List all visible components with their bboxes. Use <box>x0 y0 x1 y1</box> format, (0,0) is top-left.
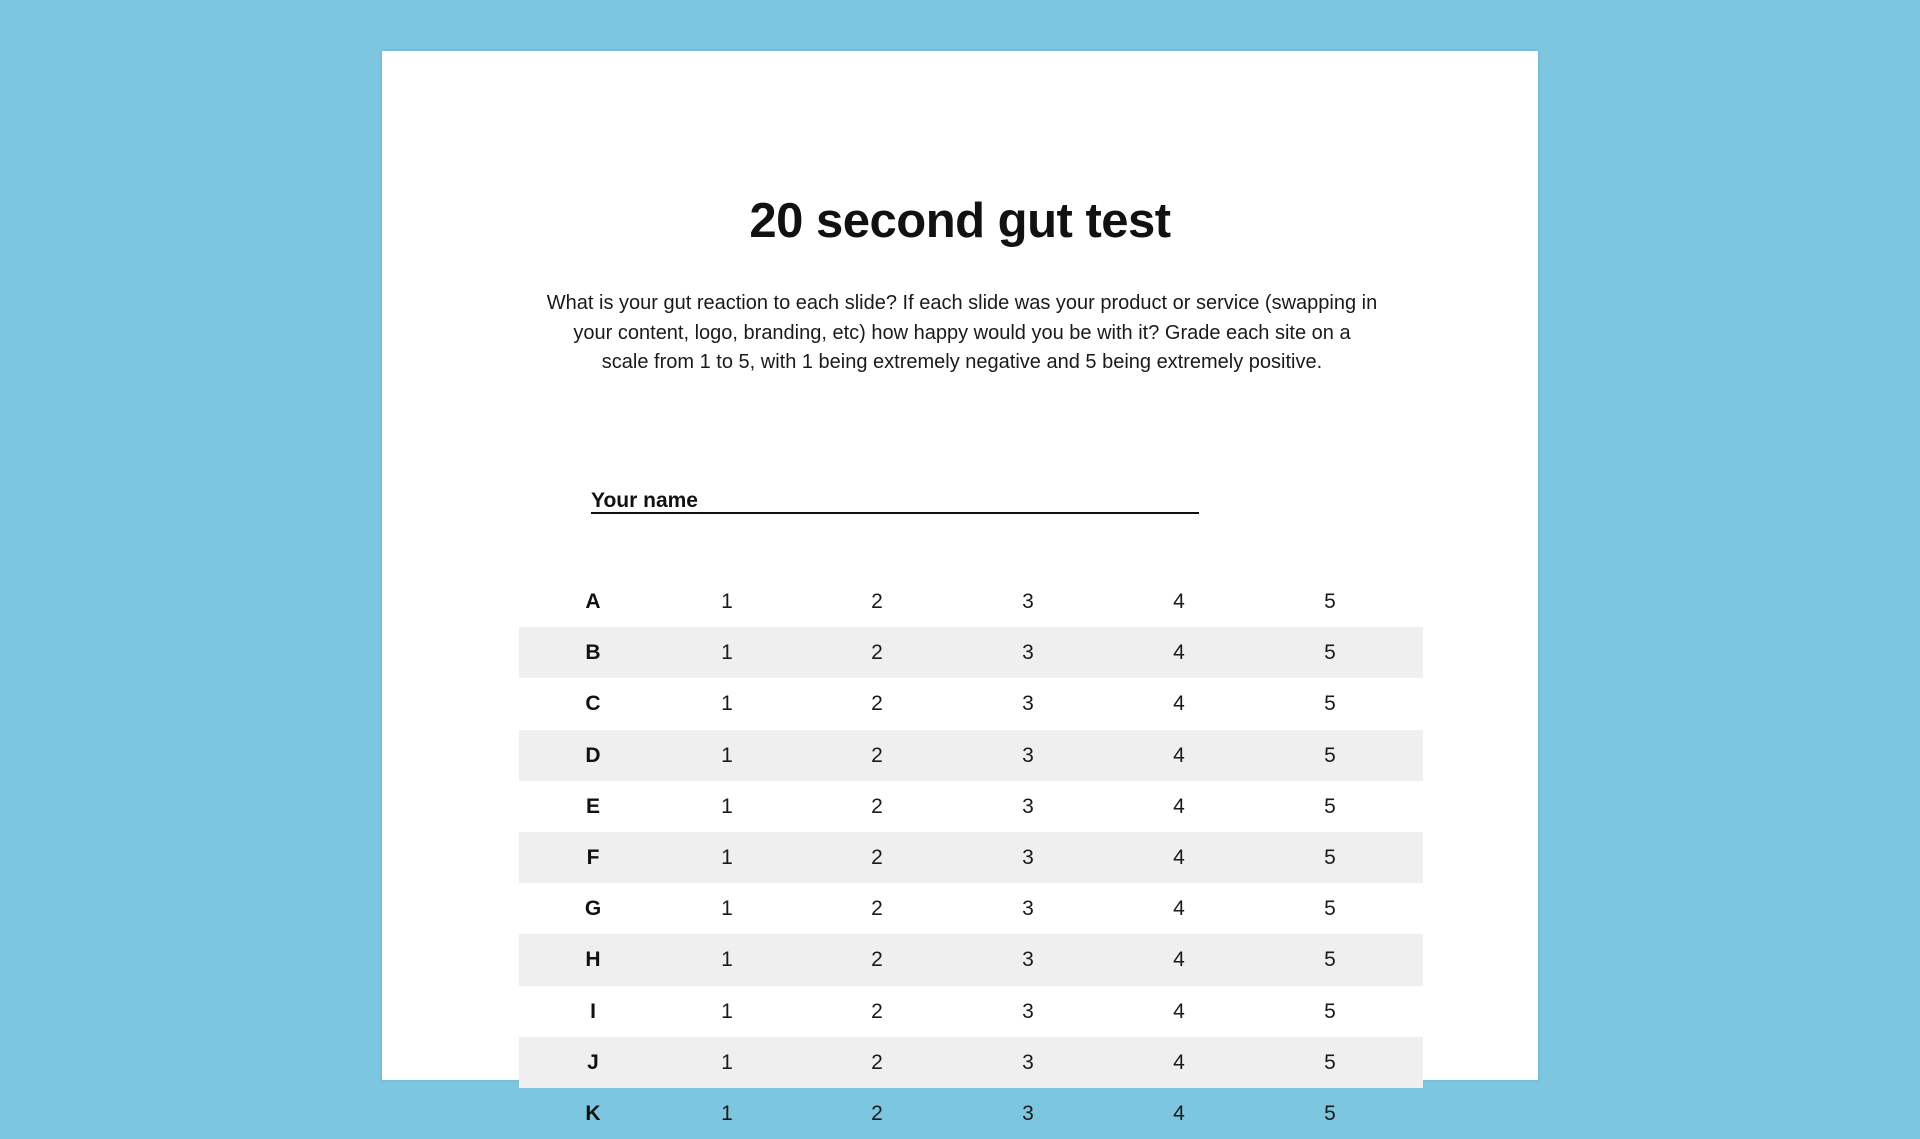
rating-option[interactable]: 2 <box>871 1050 883 1074</box>
rating-option[interactable]: 3 <box>1022 948 1034 972</box>
instructions-text: What is your gut reaction to each slide? If each slide was your product or service (swapping in your content, logo, branding, etc) how happy would you be with it? Grade each site on a scale from 1 to 5, with 1 being extremely negative and 5 being extremely positive. <box>546 292 1378 373</box>
rating-option[interactable]: 5 <box>1324 1050 1336 1074</box>
rating-option[interactable]: 3 <box>1022 897 1034 921</box>
rating-option[interactable]: 2 <box>871 743 883 767</box>
rating-option[interactable]: 4 <box>1173 794 1185 818</box>
row-letter: A <box>585 590 601 613</box>
name-row <box>591 485 1391 517</box>
rating-option[interactable]: 1 <box>721 1101 733 1125</box>
rating-option[interactable]: 4 <box>1173 1050 1185 1074</box>
rating-option[interactable]: 3 <box>1022 1101 1034 1125</box>
rating-option[interactable]: 1 <box>721 999 733 1023</box>
row-letter: C <box>585 692 601 716</box>
rating-option[interactable]: 5 <box>1324 692 1336 716</box>
row-letter: E <box>585 794 600 818</box>
table-row <box>519 883 1423 934</box>
rating-option[interactable]: 4 <box>1173 845 1185 869</box>
page-title: 20 second gut test <box>749 194 1171 248</box>
table-row <box>519 1088 1423 1139</box>
rating-option[interactable]: 2 <box>871 999 883 1023</box>
rating-option[interactable]: 4 <box>1173 590 1185 613</box>
table-row <box>519 730 1423 781</box>
rating-option[interactable]: 5 <box>1324 897 1336 921</box>
rating-option[interactable]: 5 <box>1324 845 1336 869</box>
table-row <box>519 627 1423 678</box>
rating-option[interactable]: 4 <box>1173 743 1185 767</box>
name-field[interactable] <box>591 512 1199 514</box>
rating-option[interactable]: 3 <box>1022 590 1034 613</box>
rating-option[interactable]: 4 <box>1173 897 1185 921</box>
rating-option[interactable]: 2 <box>871 794 883 818</box>
table-row <box>519 576 1423 627</box>
rating-option[interactable]: 5 <box>1324 948 1336 972</box>
rating-option[interactable]: 5 <box>1324 999 1336 1023</box>
table-row <box>519 781 1423 832</box>
rating-option[interactable]: 4 <box>1173 999 1185 1023</box>
row-letter: K <box>585 1101 601 1125</box>
name-label: Your name <box>591 489 698 512</box>
rating-option[interactable]: 5 <box>1324 743 1336 767</box>
rating-option[interactable]: 2 <box>871 897 883 921</box>
rating-option[interactable]: 1 <box>721 641 733 665</box>
rating-option[interactable]: 2 <box>871 590 883 613</box>
rating-option[interactable]: 1 <box>721 743 733 767</box>
rating-option[interactable]: 3 <box>1022 845 1034 869</box>
row-letter: G <box>584 897 602 921</box>
row-letter: F <box>586 845 600 869</box>
rating-option[interactable]: 3 <box>1022 794 1034 818</box>
rating-option[interactable]: 4 <box>1173 948 1185 972</box>
rating-option[interactable]: 1 <box>721 845 733 869</box>
rating-option[interactable]: 2 <box>871 641 883 665</box>
table-row <box>519 1037 1423 1088</box>
rating-option[interactable]: 4 <box>1173 692 1185 716</box>
row-letter: J <box>587 1050 599 1074</box>
rating-option[interactable]: 4 <box>1173 641 1185 665</box>
rating-option[interactable]: 5 <box>1324 590 1336 613</box>
rating-option[interactable]: 1 <box>721 1050 733 1074</box>
rating-option[interactable]: 5 <box>1324 1101 1336 1125</box>
rating-option[interactable]: 4 <box>1173 1101 1185 1125</box>
row-letter: H <box>585 948 601 972</box>
rating-option[interactable]: 5 <box>1324 641 1336 665</box>
rating-option[interactable]: 3 <box>1022 999 1034 1023</box>
row-letter: I <box>590 999 596 1023</box>
rating-option[interactable]: 1 <box>721 590 733 613</box>
rating-option[interactable]: 3 <box>1022 692 1034 716</box>
rating-table <box>519 576 1423 1139</box>
row-letter: B <box>585 641 601 665</box>
table-row <box>519 678 1423 729</box>
rating-option[interactable]: 5 <box>1324 794 1336 818</box>
rating-option[interactable]: 1 <box>721 794 733 818</box>
rating-option[interactable]: 2 <box>871 948 883 972</box>
row-letter: D <box>585 743 601 767</box>
worksheet-page <box>382 51 1538 1125</box>
rating-option[interactable]: 2 <box>871 845 883 869</box>
rating-option[interactable]: 2 <box>871 1101 883 1125</box>
rating-option[interactable]: 3 <box>1022 641 1034 665</box>
rating-option[interactable]: 2 <box>871 692 883 716</box>
rating-option[interactable]: 1 <box>721 692 733 716</box>
table-row <box>519 934 1423 985</box>
rating-option[interactable]: 3 <box>1022 1050 1034 1074</box>
rating-option[interactable]: 1 <box>721 897 733 921</box>
table-row <box>519 832 1423 883</box>
rating-option[interactable]: 3 <box>1022 743 1034 767</box>
rating-option[interactable]: 1 <box>721 948 733 972</box>
table-row <box>519 986 1423 1037</box>
